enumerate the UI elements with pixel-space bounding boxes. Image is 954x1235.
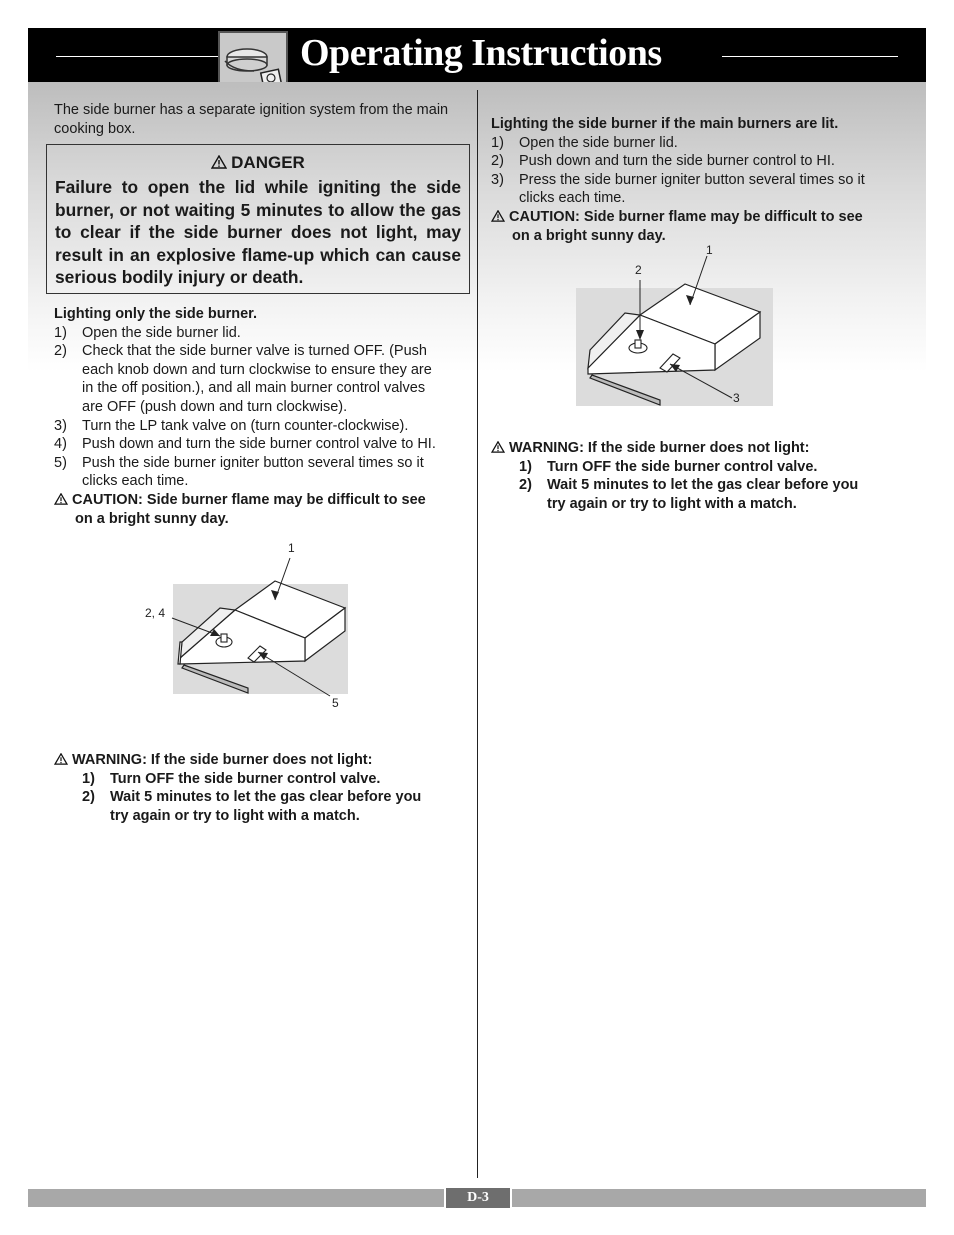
page-header bbox=[28, 28, 926, 82]
header-rule-left bbox=[56, 56, 218, 57]
step-text: Check that the side burner valve is turned OFF. (Push bbox=[82, 343, 427, 360]
warning-triangle-icon bbox=[211, 155, 227, 169]
step-number: 3) bbox=[491, 171, 504, 188]
section-heading: Lighting the side burner if the main burners are lit. bbox=[491, 116, 839, 132]
warning-triangle-icon bbox=[491, 210, 505, 222]
warning-heading bbox=[491, 439, 809, 458]
danger-text: Failure to open the lid while igniting the side burner, or not waiting 5 minutes to allow the gas to clear if the side burner does not light, may result in an explosive flame-up which can cause serious bodily injury or death. bbox=[55, 177, 461, 288]
warning-step-number: 2) bbox=[519, 477, 532, 494]
side-burner-diagram-right bbox=[560, 240, 790, 415]
step-text: clicks each time. bbox=[82, 473, 189, 490]
caution-text-line: CAUTION: Side burner flame may be difficult to see bbox=[509, 209, 863, 225]
warning-step-text: Wait 5 minutes to let the gas clear before you bbox=[110, 789, 422, 806]
page-footer bbox=[28, 1189, 926, 1207]
warning-step-text: Turn OFF the side burner control valve. bbox=[547, 458, 818, 475]
section-heading: Lighting only the side burner. bbox=[54, 306, 258, 322]
step-text: Push the side burner igniter button several times so it bbox=[82, 454, 424, 471]
warning-step-number: 1) bbox=[82, 770, 95, 787]
step-text: each knob down and turn clockwise to ensure they are bbox=[82, 361, 432, 378]
page-title: Operating Instructions bbox=[300, 32, 662, 74]
caution-text bbox=[54, 491, 426, 510]
step-number: 2) bbox=[54, 343, 67, 360]
danger-heading bbox=[47, 153, 469, 173]
warning-heading-text: WARNING: If the side burner does not light: bbox=[72, 752, 373, 768]
warning-step-text: Wait 5 minutes to let the gas clear before you bbox=[547, 477, 859, 494]
figure-callout-3: 3 bbox=[733, 391, 740, 405]
step-text: Open the side burner lid. bbox=[519, 134, 678, 151]
figure-callout-2-4: 2, 4 bbox=[145, 606, 166, 620]
figure-callout-1: 1 bbox=[706, 243, 713, 257]
warning-triangle-icon bbox=[54, 493, 68, 505]
step-number: 2) bbox=[491, 153, 504, 170]
step-text: are OFF (push down and turn clockwise). bbox=[82, 399, 348, 415]
step-text: in the off position.), and all main burner control valves bbox=[82, 380, 426, 397]
step-number: 5) bbox=[54, 454, 67, 471]
figure-callout-5: 5 bbox=[332, 696, 339, 710]
step-number: 3) bbox=[54, 417, 67, 434]
warning-triangle-icon bbox=[54, 753, 68, 765]
side-burner-diagram-left bbox=[140, 538, 360, 713]
caution-text-line: on a bright sunny day. bbox=[512, 227, 666, 244]
intro-text: The side burner has a separate ignition system from the main cooking box. bbox=[54, 102, 449, 137]
warning-heading-text: WARNING: If the side burner does not light: bbox=[509, 440, 810, 456]
warning-step-text: try again or try to light with a match. bbox=[547, 495, 797, 512]
step-text: Turn the LP tank valve on (turn counter-clockwise). bbox=[82, 417, 409, 434]
warning-step-number: 1) bbox=[519, 458, 532, 475]
figure-callout-2: 2 bbox=[635, 263, 642, 277]
warning-triangle-icon bbox=[491, 441, 505, 453]
caution-text-line: CAUTION: Side burner flame may be difficult to see bbox=[72, 492, 426, 508]
warning-step-number: 2) bbox=[82, 789, 95, 806]
caution-text bbox=[491, 208, 863, 227]
step-text: Press the side burner igniter button several times so it bbox=[519, 171, 865, 188]
step-text: Push down and turn the side burner control to HI. bbox=[519, 153, 835, 170]
page-number: D-3 bbox=[444, 1188, 512, 1208]
step-number: 4) bbox=[54, 436, 67, 453]
step-text: Open the side burner lid. bbox=[82, 324, 241, 341]
step-text: clicks each time. bbox=[519, 190, 626, 207]
warning-step-text: try again or try to light with a match. bbox=[110, 807, 360, 824]
warning-step-text: Turn OFF the side burner control valve. bbox=[110, 770, 381, 787]
danger-heading-text: DANGER bbox=[231, 153, 305, 172]
column-divider bbox=[477, 90, 478, 1178]
figure-callout-1: 1 bbox=[288, 541, 295, 555]
danger-box bbox=[46, 144, 470, 294]
header-rule-right bbox=[722, 56, 898, 57]
step-number: 1) bbox=[54, 324, 67, 341]
warning-heading bbox=[54, 751, 372, 770]
caution-text-line: on a bright sunny day. bbox=[75, 510, 229, 527]
step-text: Push down and turn the side burner control valve to HI. bbox=[82, 436, 436, 453]
step-number: 1) bbox=[491, 134, 504, 151]
